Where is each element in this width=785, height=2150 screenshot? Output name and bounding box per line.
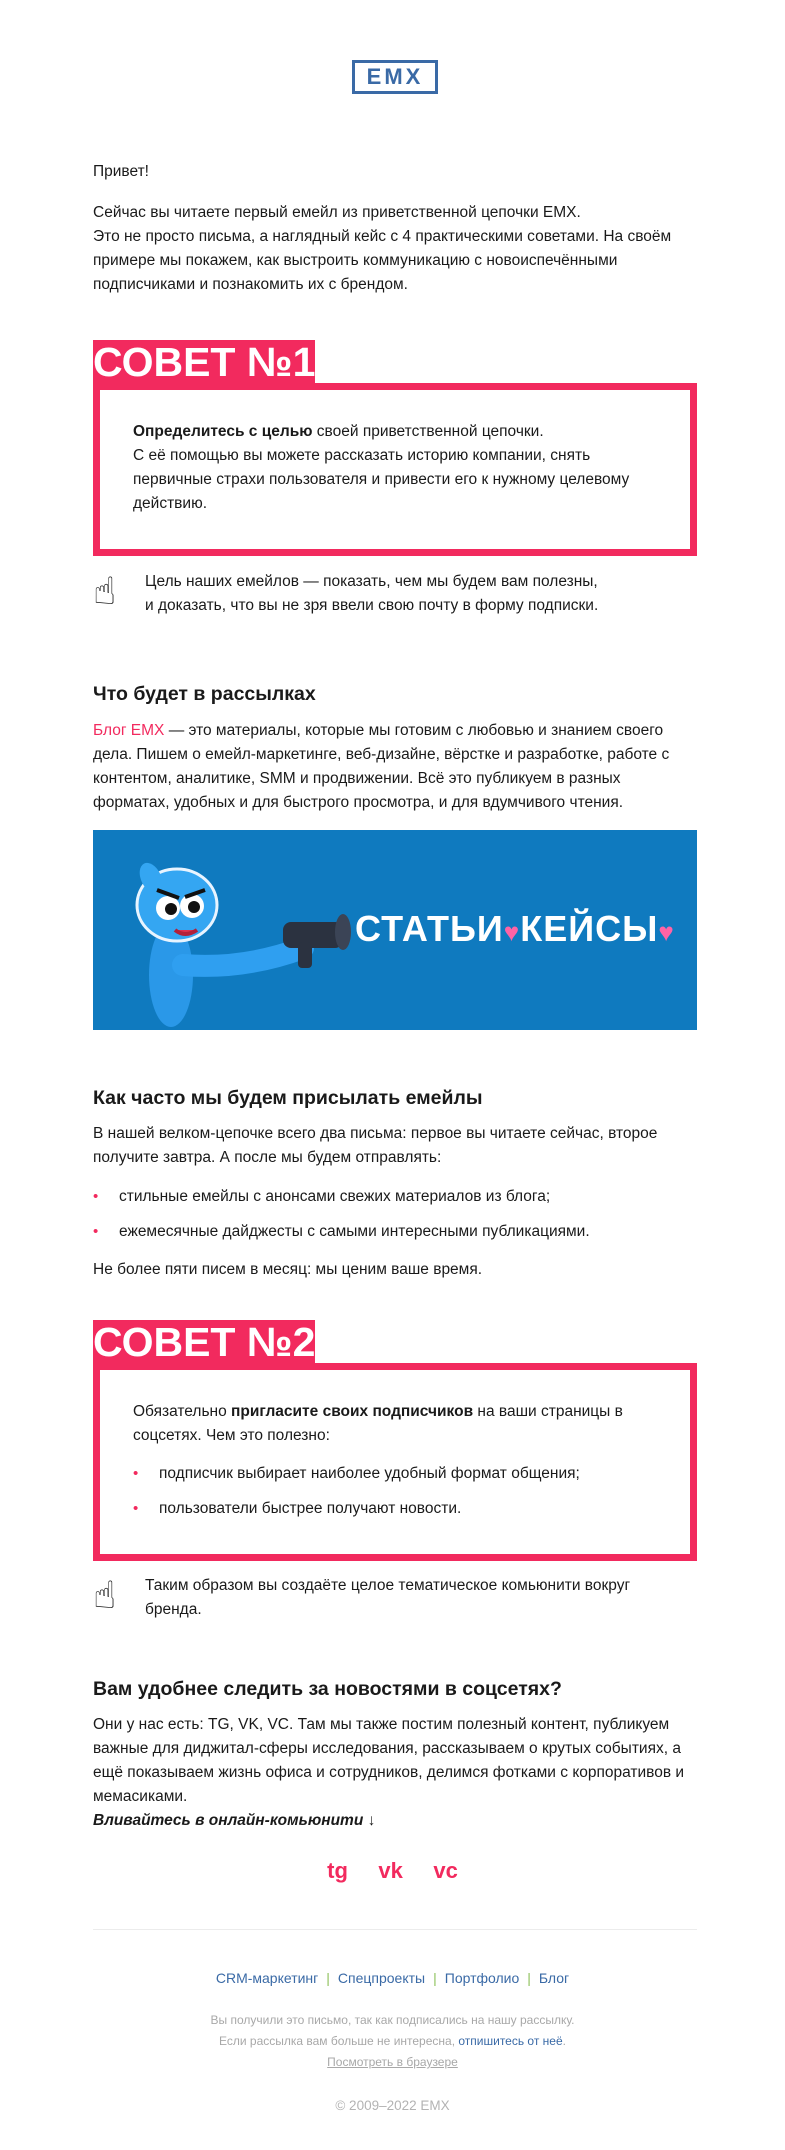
blog-link[interactable]: Блог EMX bbox=[93, 722, 165, 739]
heart-icon: ♥ bbox=[503, 917, 521, 947]
tip1-label: СОВЕТ №1 bbox=[93, 339, 316, 385]
list-item: • пользователи быстрее получают новости. bbox=[133, 1497, 657, 1521]
heart-icon: ♥ bbox=[658, 917, 675, 947]
fine-line2-end: . bbox=[562, 2034, 566, 2048]
vk-link[interactable]: vk bbox=[378, 1858, 403, 1883]
frequency-list bbox=[93, 1185, 697, 1255]
banner-text2: КЕЙСЫ bbox=[520, 908, 659, 949]
footer-divider bbox=[93, 1929, 697, 1930]
frequency-section-title: Как часто мы будем присылать емейлы bbox=[93, 1087, 483, 1109]
view-in-browser-link[interactable]: Посмотреть в браузере bbox=[327, 2055, 458, 2069]
footer-link-crm[interactable]: CRM-маркетинг bbox=[215, 1970, 319, 1986]
divider: | bbox=[527, 1970, 531, 1986]
fine-print bbox=[0, 2010, 785, 2073]
social-section-text: Они у нас есть: TG, VK, VC. Там мы также постим полезный контент, публикуем важные для диджитал-сферы исследования, рассказываем о крутых событиях, а ещё показываем жизнь офиса и сотрудников, делимся фотками с корпоративов и мемасиками. bbox=[93, 1716, 685, 1805]
banner-text1: СТАТЬИ bbox=[355, 908, 504, 949]
tip2-pre: Обязательно bbox=[133, 1403, 232, 1420]
unsubscribe-link[interactable]: отпишитесь от неё bbox=[458, 2034, 563, 2048]
footer-link-blog[interactable]: Блог bbox=[538, 1970, 570, 1986]
greeting: Привет! bbox=[93, 163, 149, 180]
tg-link[interactable]: tg bbox=[327, 1858, 348, 1883]
arrow-down-icon: ↓ bbox=[363, 1812, 376, 1829]
tip2-label: СОВЕТ №2 bbox=[93, 1319, 316, 1365]
intro-line2: Это не просто письма, а наглядный кейс с 4 практическими советами. На своём примере мы покажем, как выстроить коммуникацию с новоиспечёнными подписчиками и познакомить их с брендом. bbox=[93, 228, 672, 293]
fine-line1: Вы получили это письмо, так как подписались на нашу рассылку. bbox=[210, 2013, 575, 2027]
note1-line2: и доказать, что вы не зря ввели свою почту в форму подписки. bbox=[145, 597, 599, 614]
frequency-footer-text: Не более пяти писем в месяц: мы ценим ваше время. bbox=[93, 1261, 483, 1278]
divider: | bbox=[433, 1970, 437, 1986]
note1-line1: Цель наших емейлов — показать, чем мы будем вам полезны, bbox=[145, 573, 598, 590]
tip1-rest: своей приветственной цепочки. bbox=[312, 423, 544, 440]
fine-line2-text: Если рассылка вам больше не интересна, bbox=[218, 2034, 459, 2048]
articles-cases-banner[interactable] bbox=[93, 830, 697, 1030]
divider: | bbox=[326, 1970, 330, 1986]
note1 bbox=[93, 570, 697, 618]
vc-link[interactable]: vc bbox=[433, 1858, 458, 1883]
footer-nav bbox=[0, 1970, 785, 1986]
tip2-bold: пригласите своих подписчиков bbox=[231, 1403, 474, 1420]
list-item: • стильные емейлы с анонсами свежих материалов из блога; bbox=[93, 1185, 697, 1209]
blog-section-text bbox=[93, 719, 697, 815]
note2-text: Таким образом вы создаёте целое тематическое комьюнити вокруг бренда. bbox=[145, 1577, 631, 1618]
frequency-section-text: В нашей велком-цепочке всего два письма: первое вы читаете сейчас, второе получите завтра. А после мы будем отправлять: bbox=[93, 1125, 658, 1166]
copyright: © 2009–2022 EMX bbox=[335, 2098, 450, 2113]
fine-line2 bbox=[0, 2031, 785, 2052]
intro-line1: Сейчас вы читаете первый емейл из приветственной цепочки EMX. bbox=[93, 204, 581, 221]
footer-link-portfolio[interactable]: Портфолио bbox=[444, 1970, 520, 1986]
intro bbox=[93, 201, 697, 297]
social-section-title: Вам удобнее следить за новостями в соцсетях? bbox=[93, 1678, 562, 1700]
tip1-bold: Определитесь с целью bbox=[133, 423, 313, 440]
social-links bbox=[0, 1858, 785, 1884]
blog-section-title: Что будет в рассылках bbox=[93, 683, 316, 705]
note2 bbox=[93, 1574, 697, 1622]
list-item: • подписчик выбирает наиболее удобный формат общения; bbox=[133, 1462, 657, 1486]
tip1-box bbox=[93, 383, 697, 556]
tip2-text bbox=[133, 1400, 657, 1448]
tip1-body: С её помощью вы можете рассказать историю компании, снять первичные страхи пользователя и привести его к нужному целевому действию. bbox=[133, 447, 630, 512]
pointing-finger-icon: ☝ bbox=[93, 571, 117, 613]
tip2-post: на ваши страницы в соцсетях. Чем это полезно: bbox=[133, 1403, 623, 1444]
footer-link-special[interactable]: Спецпроекты bbox=[337, 1970, 426, 1986]
social-cta bbox=[93, 1809, 697, 1833]
emx-logo[interactable]: EMX bbox=[352, 60, 438, 94]
pointing-finger-icon: ☝ bbox=[93, 1575, 117, 1617]
list-item: • ежемесячные дайджесты с самыми интересными публикациями. bbox=[93, 1220, 697, 1244]
social-cta-text: Вливайтесь в онлайн-комьюнити bbox=[93, 1812, 364, 1829]
banner-text bbox=[355, 907, 675, 954]
blog-text: — это материалы, которые мы готовим с любовью и знанием своего дела. Пишем о емейл-маркетинге, веб-дизайне, вёрстке и разработке, работе с контентом, аналитике, SMM и продвижении. Всё это публикуем в разных форматах, удобных и для быстрого просмотра, и для вдумчивого чтения. bbox=[93, 722, 670, 811]
tip2-list bbox=[133, 1462, 657, 1521]
tip2-box bbox=[93, 1363, 697, 1561]
